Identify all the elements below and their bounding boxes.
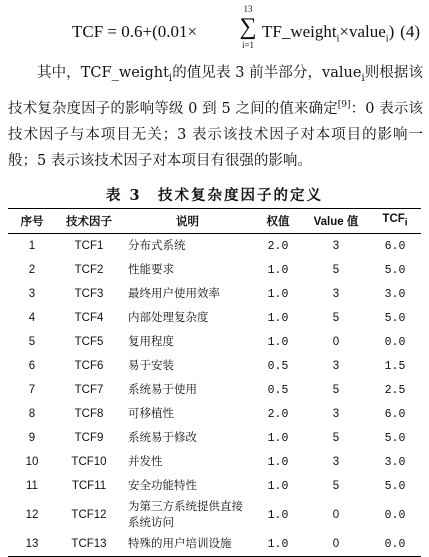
- cell-desc: 可移植性: [128, 408, 174, 420]
- cell-tcf: 6.0: [384, 239, 406, 253]
- table-row: [8, 282, 421, 306]
- formula-sub-i: i: [336, 33, 340, 45]
- summation: [236, 4, 260, 50]
- cell-weight: 1.0: [267, 335, 289, 349]
- para-sub-1: i: [168, 72, 173, 84]
- cell-tcf: 5.0: [384, 431, 406, 445]
- tcf-formula: [40, 4, 420, 60]
- cell-value: 5: [332, 264, 340, 276]
- cell-factor: TCF3: [74, 288, 104, 300]
- cell-tcf: 5.0: [384, 263, 406, 277]
- cell-desc: 为第三方系统提供直接系统访问: [128, 501, 243, 529]
- cell-value: 5: [332, 384, 340, 396]
- formula-rhs: [262, 22, 394, 44]
- cell-factor: TCF2: [74, 264, 104, 276]
- cell-tcf: 3.0: [384, 287, 406, 301]
- cell-weight: 1.0: [267, 508, 289, 522]
- table-row: [8, 258, 421, 282]
- cell-tcf: 5.0: [384, 311, 406, 325]
- cell-factor: TCF5: [74, 336, 104, 348]
- cell-value: 3: [332, 360, 340, 372]
- cell-desc: 系统易于修改: [128, 432, 197, 444]
- paragraph-text: [8, 60, 423, 174]
- cell-desc: 并发性: [128, 456, 163, 468]
- cell-weight: 2.0: [267, 407, 289, 421]
- sum-lower-limit: i=1: [241, 40, 255, 50]
- cell-value: 5: [332, 432, 340, 444]
- header-tcf-sub: i: [404, 217, 408, 229]
- cell-no: 5: [28, 336, 36, 348]
- table-row: [8, 330, 421, 354]
- cell-value: 5: [332, 312, 340, 324]
- cell-tcf: 5.0: [384, 479, 406, 493]
- table-row: [8, 306, 421, 330]
- cell-no: 6: [28, 360, 36, 372]
- cell-value: 0: [332, 538, 340, 550]
- cell-tcf: 2.5: [384, 383, 406, 397]
- cell-value: 3: [332, 288, 340, 300]
- table-row: [8, 402, 421, 426]
- cell-desc: 性能要求: [128, 264, 174, 276]
- cell-tcf: 0.0: [384, 508, 406, 522]
- cell-weight: 1.0: [267, 455, 289, 469]
- cell-desc: 易于安装: [128, 360, 174, 372]
- cell-no: 11: [26, 480, 38, 492]
- table-body: [8, 234, 421, 557]
- cell-no: 7: [28, 384, 36, 396]
- cell-factor: TCF9: [74, 432, 104, 444]
- cell-value: 5: [332, 480, 340, 492]
- para-seg-4: ：0 表示该技术因子与本项目无关；3 表示该技术因子对本项目的影响一般；5 表示该技术因子对本项目有很强的影响。: [8, 100, 423, 169]
- equation-number: (4): [400, 22, 420, 41]
- header-tcf-label: TCF: [382, 213, 405, 226]
- body-paragraph: [8, 60, 423, 174]
- cell-weight: 0.5: [267, 359, 289, 373]
- cell-no: 13: [25, 538, 39, 550]
- header-value: Value 值: [313, 216, 359, 228]
- cell-weight: 1.0: [267, 311, 289, 325]
- table-row: [8, 532, 421, 557]
- header-desc: 说明: [176, 216, 199, 228]
- cell-no: 8: [28, 408, 36, 420]
- cell-tcf: 3.0: [384, 455, 406, 469]
- cell-no: 3: [28, 288, 36, 300]
- cell-factor: TCF12: [71, 509, 107, 521]
- cell-weight: 2.0: [267, 239, 289, 253]
- cell-factor: TCF13: [71, 538, 107, 550]
- cell-tcf: 0.0: [384, 537, 406, 551]
- cell-value: 3: [332, 240, 340, 252]
- table-row: [8, 474, 421, 498]
- para-seg-2: 的值见表 3 前半部分，value: [172, 65, 362, 81]
- table-row: [8, 234, 421, 259]
- cell-desc: 系统易于使用: [128, 384, 197, 396]
- cell-desc: 复用程度: [128, 336, 174, 348]
- cell-tcf: 0.0: [384, 335, 406, 349]
- cell-factor: TCF10: [71, 456, 107, 468]
- sum-upper-limit: 13: [243, 4, 253, 14]
- sigma-symbol: ∑: [239, 14, 257, 40]
- table-row: [8, 354, 421, 378]
- cell-factor: TCF8: [74, 408, 104, 420]
- formula-term-weight: TF_weight: [262, 22, 337, 41]
- cell-value: 0: [332, 509, 340, 521]
- cell-tcf: 1.5: [384, 359, 406, 373]
- para-seg-1: 其中，TCF_weight: [37, 65, 169, 81]
- cell-no: 9: [28, 432, 36, 444]
- tcf-table: [8, 208, 421, 557]
- formula-close: ): [388, 22, 395, 41]
- cell-desc: 安全功能特性: [128, 480, 197, 492]
- formula-sub-i: i: [385, 33, 389, 45]
- cell-weight: 1.0: [267, 431, 289, 445]
- para-sub-2: i: [361, 72, 365, 84]
- para-seg-3: 则根据该技术复杂度因子的影响等级 0 到 5 之间的值来确定: [8, 65, 423, 117]
- header-row: [8, 209, 421, 234]
- cell-factor: TCF7: [74, 384, 104, 396]
- cell-no: 4: [28, 312, 36, 324]
- table-row: [8, 378, 421, 402]
- cell-weight: 1.0: [267, 263, 289, 277]
- cell-factor: TCF1: [74, 240, 104, 252]
- table-row: [8, 426, 421, 450]
- table-header: [8, 209, 421, 234]
- cell-weight: 1.0: [267, 537, 289, 551]
- cell-value: 3: [332, 456, 340, 468]
- cell-tcf: 6.0: [384, 407, 406, 421]
- table-row: [8, 498, 421, 532]
- cell-desc: 内部处理复杂度: [128, 312, 209, 324]
- cell-desc: 特殊的用户培训设施: [128, 538, 232, 550]
- cell-factor: TCF11: [71, 480, 107, 492]
- cell-weight: 1.0: [267, 479, 289, 493]
- header-no: 序号: [20, 216, 44, 228]
- cell-desc: 最终用户使用效率: [128, 288, 220, 300]
- cell-factor: TCF6: [74, 360, 104, 372]
- cell-weight: 0.5: [267, 383, 289, 397]
- cell-value: 3: [332, 408, 340, 420]
- cell-desc: 分布式系统: [128, 240, 186, 252]
- cell-no: 2: [28, 264, 36, 276]
- cell-no: 10: [25, 456, 39, 468]
- table-caption: 表 3 技术复杂度因子的定义: [105, 187, 324, 204]
- cell-factor: TCF4: [74, 312, 104, 324]
- formula-lhs: TCF = 0.6+(0.01×: [72, 22, 198, 41]
- citation-ref: [9]: [337, 99, 351, 110]
- cell-no: 1: [28, 240, 36, 252]
- cell-value: 0: [332, 336, 340, 348]
- header-tcf: [369, 209, 421, 234]
- cell-no: 12: [25, 509, 39, 521]
- formula-term-value: ×value: [339, 22, 386, 41]
- header-factor: 技术因子: [66, 216, 112, 228]
- table-row: [8, 450, 421, 474]
- cell-weight: 1.0: [267, 287, 289, 301]
- header-weight: 权值: [266, 216, 290, 228]
